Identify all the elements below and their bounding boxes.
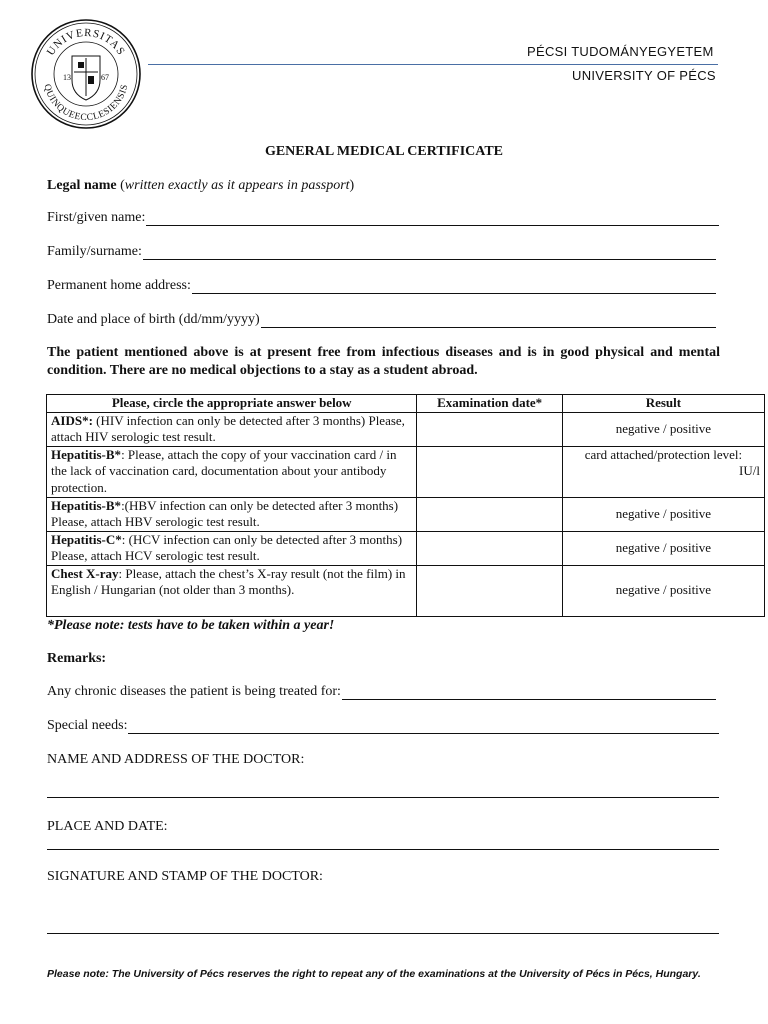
result-cell[interactable]: negative / positive — [562, 531, 764, 565]
exam-date-cell[interactable] — [417, 531, 562, 565]
row-name: Hepatitis-C* — [51, 531, 122, 547]
table-row — [47, 565, 765, 616]
exam-date-cell[interactable] — [417, 446, 562, 497]
legal-name-note: written exactly as it appears in passport — [124, 178, 350, 193]
special-needs-label: Special needs: — [47, 718, 128, 733]
seal-bottom-text: QUINQUEECCLESIENSIS — [41, 83, 131, 124]
row-name: Chest X-ray — [51, 565, 119, 581]
place-date-label: PLACE AND DATE: — [47, 819, 168, 834]
seal-year-left: 13 — [63, 73, 71, 82]
col-header-answer: Please, circle the appropriate answer below — [47, 395, 417, 413]
birth-line[interactable] — [261, 314, 716, 328]
row-xray-desc — [47, 565, 417, 616]
document-title: GENERAL MEDICAL CERTIFICATE — [264, 144, 504, 159]
special-needs-field[interactable] — [47, 718, 719, 734]
footer-note: Please note: The University of Pécs reserves the right to repeat any of the examinations at the University of Pécs in Pécs, Hungary. — [47, 968, 701, 980]
family-name-label: Family/surname: — [47, 244, 142, 259]
result-cell[interactable]: negative / positive — [562, 497, 764, 531]
table-row — [47, 531, 765, 565]
first-name-line[interactable] — [146, 212, 719, 226]
legal-name-heading: Legal name (written exactly as it appears in passport) — [47, 178, 355, 193]
birth-label: Date and place of birth (dd/mm/yyyy) — [47, 312, 260, 327]
university-name-en: UNIVERSITY OF PÉCS — [572, 68, 716, 83]
table-row — [47, 412, 765, 446]
university-seal — [30, 18, 142, 130]
place-date-line[interactable] — [47, 849, 719, 850]
signature-label: SIGNATURE AND STAMP OF THE DOCTOR: — [47, 869, 323, 884]
row-desc: (HIV infection can only be detected after 3 months) Please, attach HIV serologic test result. — [51, 412, 405, 444]
legal-name-label: Legal name — [47, 178, 117, 193]
seal-top-text: UNIVERSITAS — [44, 26, 128, 58]
result-cell[interactable]: negative / positive — [562, 412, 764, 446]
university-name-hu: PÉCSI TUDOMÁNYEGYETEM — [527, 44, 714, 59]
row-name: Hepatitis-B* — [51, 446, 122, 462]
birth-field[interactable] — [47, 312, 716, 328]
table-row — [47, 446, 765, 497]
result-text: card attached/protection level: — [584, 446, 743, 462]
remarks-heading: Remarks: — [47, 651, 107, 666]
table-note: *Please note: tests have to be taken within a year! — [47, 618, 335, 633]
header-rule — [148, 64, 718, 65]
row-hepb-vacc-desc — [47, 446, 417, 497]
special-needs-line[interactable] — [128, 720, 719, 734]
row-desc: : Please, attach the chest’s X-ray result (not the film) in English / Hungarian (not older than 3 months). — [51, 565, 406, 597]
col-header-result: Result — [562, 395, 764, 413]
chronic-label: Any chronic diseases the patient is being treated for: — [47, 684, 341, 699]
row-hepc-desc — [47, 531, 417, 565]
doctor-line[interactable] — [47, 797, 719, 798]
seal-year-right: 67 — [101, 73, 109, 82]
row-name: Hepatitis-B* — [51, 497, 122, 513]
home-address-field[interactable] — [47, 278, 716, 294]
result-cell[interactable]: negative / positive — [562, 565, 764, 616]
family-name-field[interactable] — [47, 244, 716, 260]
examination-table — [46, 394, 765, 617]
home-address-label: Permanent home address: — [47, 278, 191, 293]
table-row — [47, 497, 765, 531]
exam-date-cell[interactable] — [417, 565, 562, 616]
table-header-row — [47, 395, 765, 413]
chronic-field[interactable] — [47, 684, 716, 700]
result-unit: IU/l — [739, 463, 760, 478]
chronic-line[interactable] — [342, 686, 716, 700]
row-aids-desc — [47, 412, 417, 446]
row-desc: : Please, attach the copy of your vaccination card / in the lack of vaccination card, documentation about your antibody protection. — [51, 446, 397, 495]
row-hepb-desc — [47, 497, 417, 531]
first-name-field[interactable] — [47, 210, 719, 226]
health-statement: The patient mentioned above is at present free from infectious diseases and is in good physical and mental condition. There are no medical objections to a stay as a student abroad. — [47, 345, 720, 378]
signature-line[interactable] — [47, 933, 719, 934]
row-desc: : (HCV infection can only be detected after 3 months) Please, attach HCV serologic test result. — [51, 531, 403, 563]
first-name-label: First/given name: — [47, 210, 146, 225]
exam-date-cell[interactable] — [417, 497, 562, 531]
row-name: AIDS*: — [51, 412, 93, 428]
home-address-line[interactable] — [192, 280, 716, 294]
exam-date-cell[interactable] — [417, 412, 562, 446]
result-cell[interactable] — [562, 446, 764, 497]
doctor-label: NAME AND ADDRESS OF THE DOCTOR: — [47, 752, 305, 767]
family-name-line[interactable] — [143, 246, 716, 260]
col-header-date: Examination date* — [417, 395, 562, 413]
row-desc: :(HBV infection can only be detected after 3 months) Please, attach HBV serologic test result. — [51, 497, 399, 529]
